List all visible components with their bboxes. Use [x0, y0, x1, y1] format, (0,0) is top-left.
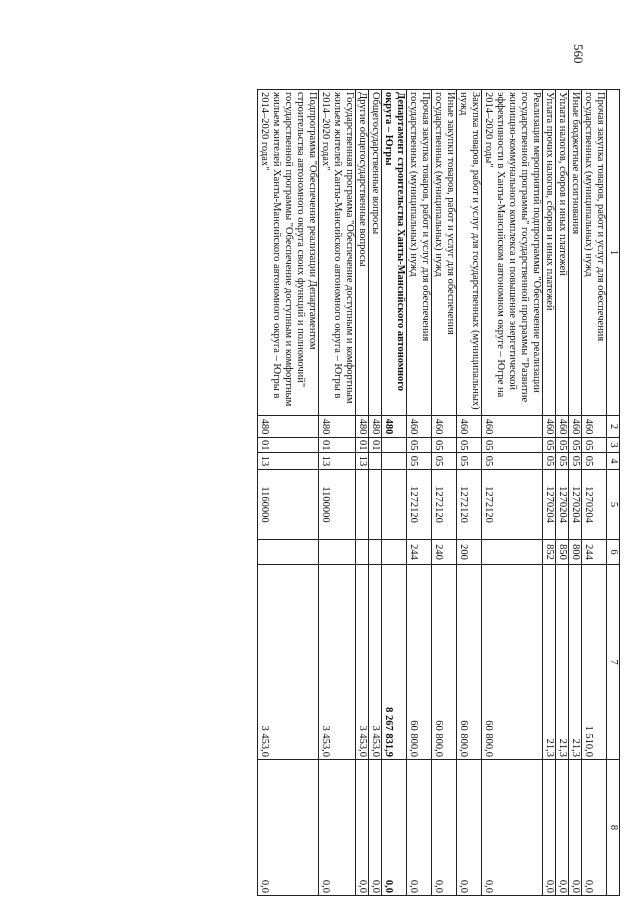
cell-target-article: 1272120 — [457, 470, 482, 540]
cell-ministry-code: 460 — [457, 416, 482, 438]
cell-subsection: 13 — [319, 453, 356, 470]
cell-expense-type — [356, 540, 369, 565]
cell-section: 01 — [258, 438, 319, 453]
cell-ministry-code: 460 — [582, 416, 607, 438]
cell-description: Прочая закупка товаров, работ и услуг для обеспечения государственных (муниципальных) нужд — [407, 90, 432, 416]
cell-subsection: 05 — [582, 453, 607, 470]
table-row — [457, 90, 482, 896]
cell-expense-type: 240 — [432, 540, 457, 565]
cell-subsection: 05 — [556, 453, 569, 470]
cell-amount: 60 800,0 — [482, 565, 543, 760]
cell-target-article: 1270204 — [582, 470, 607, 540]
cell-amount-extra: 0,0 — [582, 760, 607, 896]
cell-target-article: 1272120 — [407, 470, 432, 540]
cell-amount: 3 453,0 — [356, 565, 369, 760]
cell-subsection: 05 — [432, 453, 457, 470]
cell-expense-type: 244 — [407, 540, 432, 565]
cell-ministry-code: 460 — [569, 416, 582, 438]
cell-description: Уплата прочих налогов, сборов и иных платежей — [543, 90, 556, 416]
cell-amount: 1 510,0 — [582, 565, 607, 760]
cell-description: Государственная программа "Обеспечение доступным и комфортным жильем жителей Ханты-Мансийского автономного округа – Югры в 2014–2020 годах" — [319, 90, 356, 416]
cell-section: 05 — [457, 438, 482, 453]
cell-subsection — [382, 453, 407, 470]
page-number: 560 — [571, 44, 586, 64]
cell-amount-extra: 0,0 — [258, 760, 319, 896]
cell-ministry-code: 480 — [382, 416, 407, 438]
cell-subsection: 13 — [356, 453, 369, 470]
cell-section: 05 — [582, 438, 607, 453]
table-row — [382, 90, 407, 896]
cell-expense-type: 852 — [543, 540, 556, 565]
column-number-6: 6 — [607, 540, 620, 565]
cell-target-article: 1270204 — [569, 470, 582, 540]
column-number-7: 7 — [607, 565, 620, 760]
cell-expense-type: 850 — [556, 540, 569, 565]
cell-amount: 3 453,0 — [319, 565, 356, 760]
cell-description: Общегосударственные вопросы — [369, 90, 382, 416]
cell-subsection: 05 — [543, 453, 556, 470]
column-number-4: 4 — [607, 453, 620, 470]
cell-section: 05 — [407, 438, 432, 453]
cell-amount: 21,3 — [556, 565, 569, 760]
cell-subsection: 05 — [407, 453, 432, 470]
cell-description: Подпрограмма "Обеспечение реализации Департаментом строительства автономного округа своих функций и полномочий" государственной программы "Обеспечение доступным и комфортным жильем жителей Ханты-Мансийского автономного округа – Югры в 2014–2020 годах" — [258, 90, 319, 416]
cell-amount-extra: 0,0 — [569, 760, 582, 896]
cell-expense-type: 200 — [457, 540, 482, 565]
cell-amount-extra: 0,0 — [319, 760, 356, 896]
cell-description: Реализация мероприятий подпрограммы "Обеспечение реализации государственной программы" государственной программы "Развитие жилищно-коммунального комплекса и повышение энергетической эффективности в Ханты-Мансийском автономном округе – Югре на 2014–2020 годы" — [482, 90, 543, 416]
cell-expense-type — [482, 540, 543, 565]
budget-table — [257, 89, 620, 896]
cell-ministry-code: 480 — [356, 416, 369, 438]
cell-amount: 60 800,0 — [432, 565, 457, 760]
cell-section: 01 — [319, 438, 356, 453]
cell-target-article: 1160000 — [258, 470, 319, 540]
cell-subsection: 05 — [482, 453, 543, 470]
cell-description: Другие общегосударственные вопросы — [356, 90, 369, 416]
cell-amount: 3 453,0 — [258, 565, 319, 760]
rotated-page — [85, 89, 620, 895]
table-row — [556, 90, 569, 896]
table-row — [482, 90, 543, 896]
cell-target-article — [382, 470, 407, 540]
cell-target-article: 1270204 — [556, 470, 569, 540]
table-header-row — [607, 90, 620, 896]
column-number-1: 1 — [607, 90, 620, 416]
cell-amount: 3 453,0 — [369, 565, 382, 760]
cell-ministry-code: 460 — [543, 416, 556, 438]
cell-target-article — [356, 470, 369, 540]
cell-amount-extra: 0,0 — [457, 760, 482, 896]
cell-amount-extra: 0,0 — [543, 760, 556, 896]
cell-amount-extra: 0,0 — [432, 760, 457, 896]
cell-ministry-code: 460 — [407, 416, 432, 438]
cell-description: Иные закупки товаров, работ и услуг для обеспечения государственных (муниципальных) нужд — [432, 90, 457, 416]
cell-section: 05 — [569, 438, 582, 453]
cell-amount: 21,3 — [569, 565, 582, 760]
cell-subsection: 05 — [569, 453, 582, 470]
cell-section: 05 — [432, 438, 457, 453]
cell-subsection: 05 — [457, 453, 482, 470]
cell-subsection: 13 — [258, 453, 319, 470]
cell-description: Уплата налогов, сборов и иных платежей — [556, 90, 569, 416]
cell-amount-extra: 0,0 — [556, 760, 569, 896]
table-row — [543, 90, 556, 896]
column-number-2: 2 — [607, 416, 620, 438]
table-row — [582, 90, 607, 896]
cell-amount-extra: 0,0 — [356, 760, 369, 896]
cell-amount: 8 267 831,9 — [382, 565, 407, 760]
cell-section: 05 — [543, 438, 556, 453]
cell-section: 01 — [369, 438, 382, 453]
cell-target-article: 1272120 — [432, 470, 457, 540]
cell-section — [382, 438, 407, 453]
table-row — [369, 90, 382, 896]
cell-expense-type — [319, 540, 356, 565]
cell-description: Департамент строительства Ханты-Мансийского автономного округа – Югры — [382, 90, 407, 416]
cell-target-article: 1272120 — [482, 470, 543, 540]
cell-description: Прочая закупка товаров, работ и услуг для обеспечения государственных (муниципальных) нужд — [582, 90, 607, 416]
cell-ministry-code: 480 — [319, 416, 356, 438]
cell-amount-extra: 0,0 — [482, 760, 543, 896]
table-row — [569, 90, 582, 896]
cell-description: Закупка товаров, работ и услуг для государственных (муниципальных) нужд — [457, 90, 482, 416]
cell-ministry-code: 460 — [432, 416, 457, 438]
table-row — [432, 90, 457, 896]
table-row — [258, 90, 319, 896]
cell-expense-type: 800 — [569, 540, 582, 565]
column-number-8: 8 — [607, 760, 620, 896]
cell-section: 01 — [356, 438, 369, 453]
cell-expense-type: 244 — [582, 540, 607, 565]
cell-section: 05 — [482, 438, 543, 453]
cell-amount-extra: 0,0 — [382, 760, 407, 896]
cell-target-article: 1100000 — [319, 470, 356, 540]
column-number-3: 3 — [607, 438, 620, 453]
cell-amount: 60 800,0 — [407, 565, 432, 760]
cell-section: 05 — [556, 438, 569, 453]
cell-ministry-code: 480 — [369, 416, 382, 438]
cell-expense-type — [258, 540, 319, 565]
cell-ministry-code: 480 — [258, 416, 319, 438]
column-number-5: 5 — [607, 470, 620, 540]
table-row — [319, 90, 356, 896]
cell-subsection — [369, 453, 382, 470]
table-body — [258, 90, 607, 896]
cell-target-article: 1270204 — [543, 470, 556, 540]
cell-expense-type — [369, 540, 382, 565]
cell-ministry-code: 460 — [482, 416, 543, 438]
cell-expense-type — [382, 540, 407, 565]
cell-description: Иные бюджетные ассигнования — [569, 90, 582, 416]
cell-ministry-code: 460 — [556, 416, 569, 438]
cell-target-article — [369, 470, 382, 540]
cell-amount-extra: 0,0 — [369, 760, 382, 896]
cell-amount: 60 800,0 — [457, 565, 482, 760]
cell-amount-extra: 0,0 — [407, 760, 432, 896]
table-row — [356, 90, 369, 896]
cell-amount: 21,3 — [543, 565, 556, 760]
table-row — [407, 90, 432, 896]
